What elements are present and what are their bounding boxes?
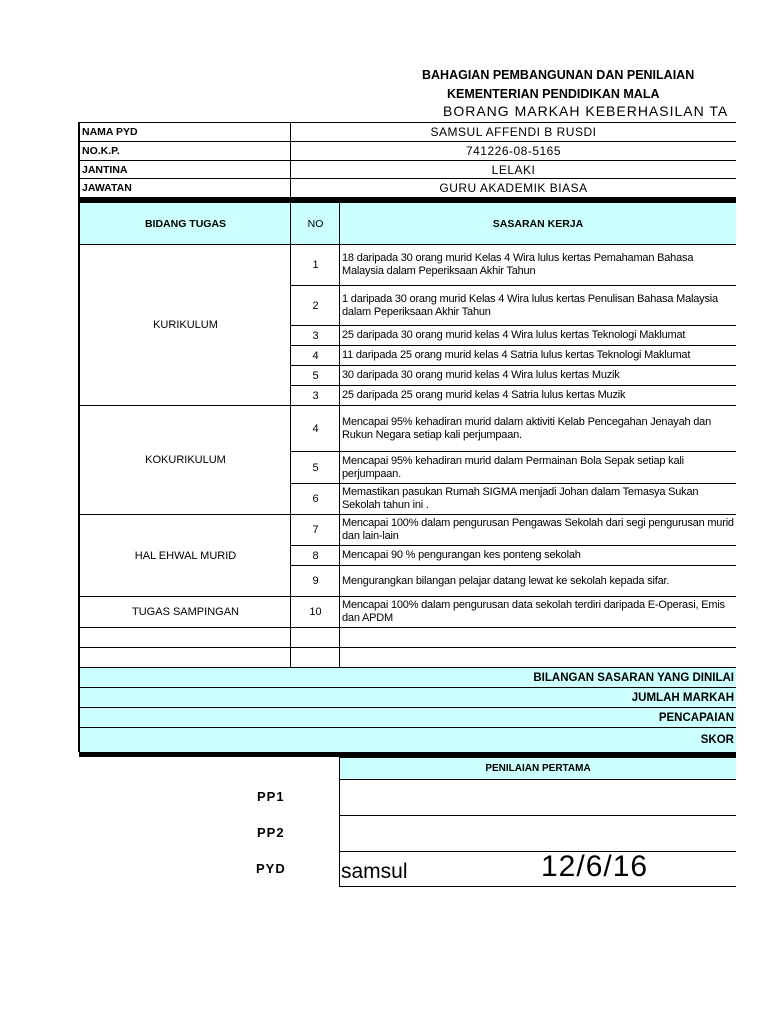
empty-cell[interactable] — [290, 647, 340, 667]
empty-cell[interactable] — [339, 627, 736, 647]
header-line-3: BORANG MARKAH KEBERHASILAN TA — [443, 103, 729, 119]
row-no: 10 — [290, 596, 340, 627]
info-value-jawatan[interactable]: GURU AKADEMIK BIASA — [290, 178, 736, 197]
row-no: 4 — [290, 405, 340, 451]
row-sasaran[interactable]: Mencapai 90 % pengurangan kes ponteng sekolah — [339, 545, 736, 565]
row-sasaran[interactable]: 30 daripada 30 orang murid kelas 4 Wira lulus kertas Muzik — [339, 365, 736, 385]
row-no: 5 — [290, 451, 340, 483]
row-no: 8 — [290, 545, 340, 565]
pp1-label: PP1 — [257, 789, 285, 804]
row-sasaran[interactable]: 25 daripada 30 orang murid kelas 4 Wira lulus kertas Teknologi Maklumat — [339, 325, 736, 345]
group-hal-ehwal-murid: HAL EHWAL MURID — [79, 514, 291, 596]
row-sasaran[interactable]: Mencapai 100% dalam pengurusan Pengawas Sekolah dari segi pengurusan murid dan lain-lain — [339, 514, 736, 545]
pyd-date[interactable]: 12/6/16 — [541, 850, 649, 883]
empty-cell[interactable] — [339, 647, 736, 667]
pp2-signature-box[interactable] — [339, 815, 736, 851]
info-label-jawatan: JAWATAN — [79, 178, 291, 197]
header-line-2: KEMENTERIAN PENDIDIKAN MALA — [447, 87, 660, 101]
summary-bilangan: BILANGAN SASARAN YANG DINILAI — [79, 667, 736, 687]
empty-cell[interactable] — [290, 627, 340, 647]
row-sasaran[interactable]: Mencapai 95% kehadiran murid dalam Permainan Bola Sepak setiap kali perjumpaan. — [339, 451, 736, 483]
header-line-1: BAHAGIAN PEMBANGUNAN DAN PENILAIAN — [422, 68, 695, 82]
row-sasaran[interactable]: 18 daripada 30 orang murid Kelas 4 Wira lulus kertas Pemahaman Bahasa Malaysia dalam Peperiksaan Akhir Tahun — [339, 244, 736, 285]
info-value-jantina[interactable]: LELAKI — [290, 160, 736, 178]
info-label-jantina: JANTINA — [79, 160, 291, 178]
group-kurikulum: KURIKULUM — [79, 244, 291, 405]
info-value-nokp[interactable]: 741226-08-5165 — [290, 141, 736, 160]
row-no: 3 — [290, 385, 340, 405]
pyd-name[interactable]: samsul — [341, 860, 408, 883]
pp1-signature-box[interactable] — [339, 779, 736, 815]
row-sasaran[interactable]: Memastikan pasukan Rumah SIGMA menjadi Johan dalam Temasya Sukan Sekolah tahun ini . — [339, 483, 736, 514]
row-sasaran[interactable]: 1 daripada 30 orang murid Kelas 4 Wira lulus kertas Penulisan Bahasa Malaysia dalam Peperiksaan Akhir Tahun — [339, 285, 736, 325]
info-value-nama[interactable]: SAMSUL AFFENDI B RUSDI — [290, 122, 736, 141]
group-tugas-sampingan: TUGAS SAMPINGAN — [79, 596, 291, 627]
row-sasaran[interactable]: 25 daripada 25 orang murid kelas 4 Satria lulus kertas Muzik — [339, 385, 736, 405]
pp2-label: PP2 — [257, 825, 285, 840]
col-header-no: NO — [290, 202, 340, 244]
row-sasaran[interactable]: Mengurangkan bilangan pelajar datang lewat ke sekolah kepada sifar. — [339, 565, 736, 596]
row-sasaran[interactable]: 11 daripada 25 orang murid kelas 4 Satria lulus kertas Teknologi Maklumat — [339, 345, 736, 365]
row-sasaran[interactable]: Mencapai 100% dalam pengurusan data sekolah terdiri daripada E-Operasi, Emis dan APDM — [339, 596, 736, 627]
row-no: 5 — [290, 365, 340, 385]
row-no: 1 — [290, 244, 340, 285]
row-no: 6 — [290, 483, 340, 514]
empty-cell[interactable] — [79, 627, 291, 647]
row-no: 7 — [290, 514, 340, 545]
info-label-nokp: NO.K.P. — [79, 141, 291, 160]
row-no: 4 — [290, 345, 340, 365]
summary-jumlah-markah: JUMLAH MARKAH — [79, 687, 736, 707]
col-header-sasaran: SASARAN KERJA — [339, 202, 736, 244]
summary-pencapaian: PENCAPAIAN — [79, 707, 736, 727]
col-header-bidang: BIDANG TUGAS — [79, 202, 291, 244]
pyd-label: PYD — [256, 861, 286, 876]
info-label-nama: NAMA PYD — [79, 122, 291, 141]
group-kokurikulum: KOKURIKULUM — [79, 405, 291, 514]
table-left-border — [78, 122, 80, 752]
row-no: 9 — [290, 565, 340, 596]
row-no: 3 — [290, 325, 340, 345]
summary-skor: SKOR — [79, 727, 736, 752]
empty-cell[interactable] — [79, 647, 291, 667]
row-no: 2 — [290, 285, 340, 325]
penilaian-pertama-header: PENILAIAN PERTAMA — [339, 757, 736, 779]
row-sasaran[interactable]: Mencapai 95% kehadiran murid dalam aktiviti Kelab Pencegahan Jenayah dan Rukun Negara setiap kali perjumpaan. — [339, 405, 736, 451]
